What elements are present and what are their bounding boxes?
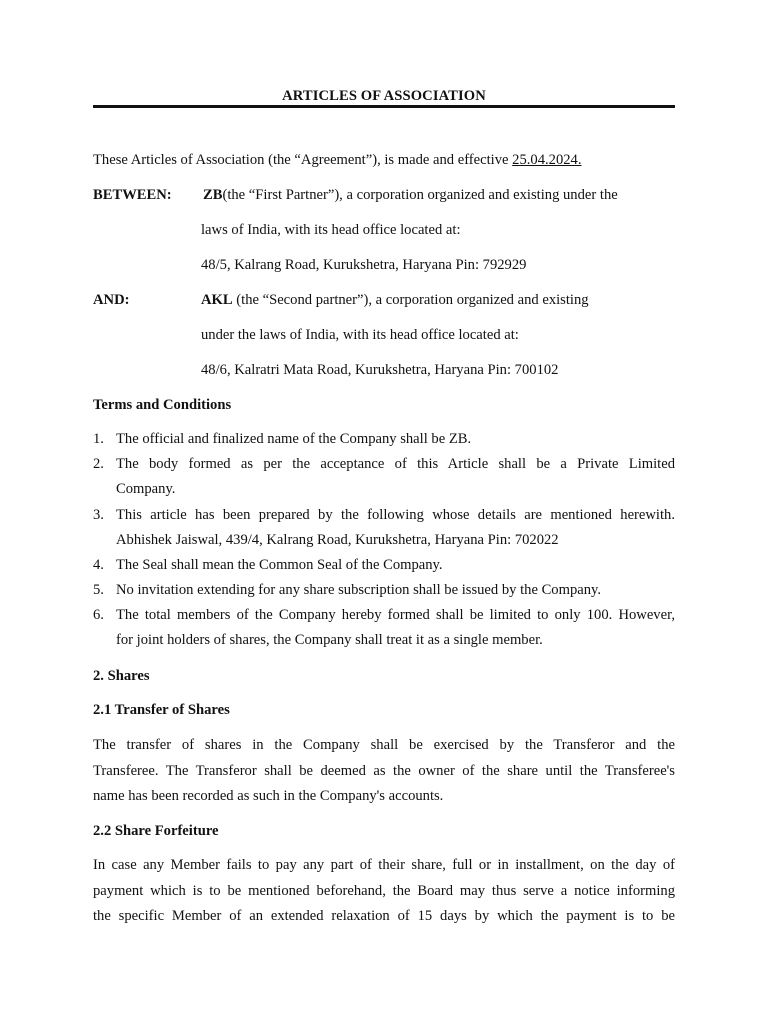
list-item-number: 5. — [93, 582, 104, 598]
intro-paragraph — [93, 151, 581, 169]
list-item-number: 3. — [93, 507, 104, 523]
list-item-line: This article has been prepared by the following whose details are mentioned herewith. — [116, 507, 675, 523]
transfer-paragraph-line: Transferee. The Transferor shall be deemed as the owner of the share until the Transferee's — [93, 763, 675, 779]
list-item-line: Abhishek Jaiswal, 439/4, Kalrang Road, Kurukshetra, Haryana Pin: 702022 — [116, 532, 559, 548]
first-party-line — [203, 186, 618, 204]
second-party-desc: (the “Second partner”), a corporation organized and existing — [232, 292, 589, 308]
list-item-line: for joint holders of shares, the Company shall treat it as a single member. — [116, 632, 543, 648]
list-item-line: The official and finalized name of the Company shall be ZB. — [116, 431, 472, 447]
list-item-number: 6. — [93, 607, 104, 623]
second-party-line — [201, 291, 589, 309]
list-item-line: No invitation extending for any share subscription shall be issued by the Company. — [116, 582, 602, 598]
second-party-address: 48/6, Kalratri Mata Road, Kurukshetra, Haryana Pin: 700102 — [201, 362, 559, 378]
forfeiture-paragraph-line: In case any Member fails to pay any part of their share, full or in installment, on the day of — [93, 857, 675, 873]
forfeiture-heading: 2.2 Share Forfeiture — [93, 823, 219, 839]
list-item-number: 1. — [93, 431, 104, 447]
between-label: BETWEEN: — [93, 187, 172, 203]
first-party-address: 48/5, Kalrang Road, Kurukshetra, Haryana Pin: 792929 — [201, 257, 527, 273]
title-underline — [93, 105, 675, 108]
list-item-line: The Seal shall mean the Common Seal of the Company. — [116, 557, 443, 573]
list-item-line: Company. — [116, 481, 176, 497]
forfeiture-paragraph-line: the specific Member of an extended relaxation of 15 days by which the payment is to be — [93, 908, 675, 924]
list-item-line: The body formed as per the acceptance of this Article shall be a Private Limited — [116, 456, 675, 472]
shares-heading: 2. Shares — [93, 668, 150, 684]
list-item-number: 4. — [93, 557, 104, 573]
first-party-line-2: laws of India, with its head office located at: — [201, 222, 461, 238]
first-party-name: ZB — [203, 187, 223, 203]
second-party-name: AKL — [201, 292, 233, 308]
transfer-paragraph-line: name has been recorded as such in the Company's accounts. — [93, 788, 444, 804]
first-party-desc: (the “First Partner”), a corporation organized and existing under the — [222, 187, 618, 203]
transfer-heading: 2.1 Transfer of Shares — [93, 702, 230, 718]
forfeiture-paragraph-line: payment which is to be mentioned beforehand, the Board may thus serve a notice informing — [93, 883, 675, 899]
and-label: AND: — [93, 292, 130, 308]
intro-text: These Articles of Association (the “Agreement”), is made and effective — [93, 152, 513, 168]
document-title: ARTICLES OF ASSOCIATION — [282, 88, 486, 104]
transfer-paragraph-line: The transfer of shares in the Company shall be exercised by the Transferor and the — [93, 737, 675, 753]
effective-date: 25.04.2024. — [512, 152, 582, 168]
list-item-line: The total members of the Company hereby formed shall be limited to only 100. However, — [116, 607, 675, 623]
second-party-line-2: under the laws of India, with its head office located at: — [201, 327, 519, 343]
list-item-number: 2. — [93, 456, 104, 472]
terms-heading: Terms and Conditions — [93, 397, 232, 413]
